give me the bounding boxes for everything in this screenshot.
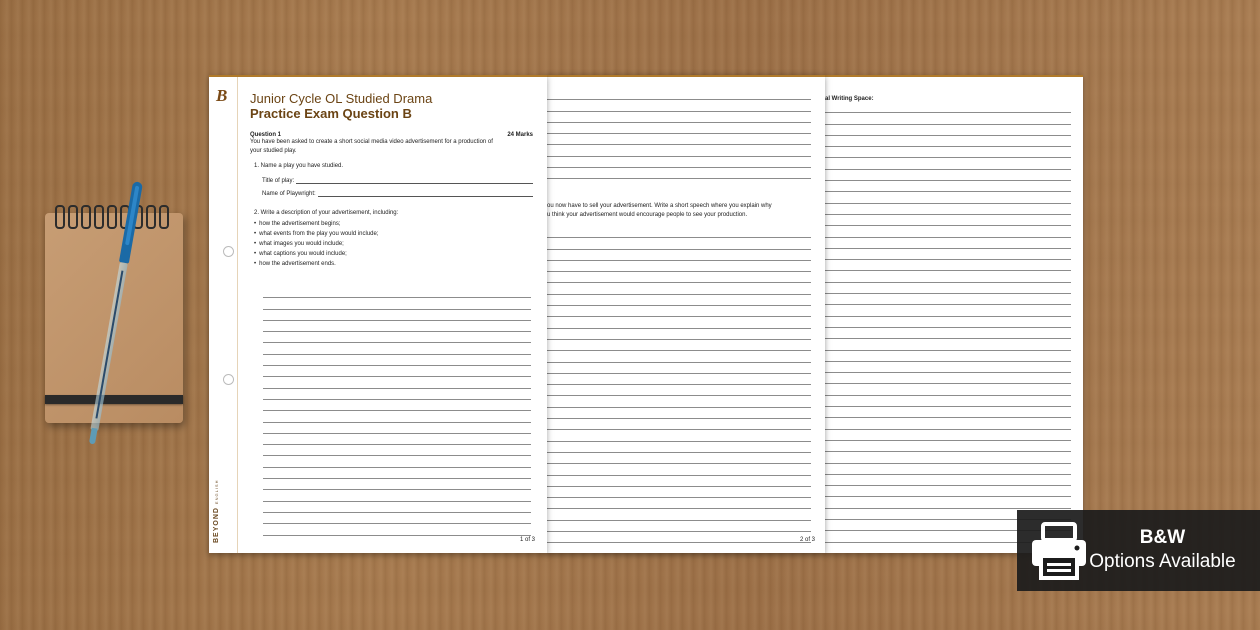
writing-line: [825, 373, 1071, 384]
page-content: [250, 77, 533, 269]
writing-line: [825, 158, 1071, 169]
page-number: 2 of 3: [799, 537, 815, 543]
worksheet-subtitle: Practice Exam Question B: [250, 106, 412, 121]
marks-label: 24 Marks: [507, 132, 533, 138]
question-intro: You have been asked to create a short social media video advertisement for a production of your studied play.: [250, 139, 493, 154]
writing-line: [825, 294, 1071, 305]
notepad-elastic-band: [45, 395, 183, 404]
writing-line: [547, 238, 811, 249]
question-item-2: 2. Write a description of your advertisement, including:: [254, 210, 399, 216]
writing-line: [825, 181, 1071, 192]
writing-line: [263, 411, 531, 422]
punch-hole: [223, 246, 234, 257]
question-label: Question 1: [250, 132, 282, 138]
writing-line: [825, 147, 1071, 158]
writing-line: [825, 486, 1071, 497]
writing-line: [263, 445, 531, 456]
question-item-1: 1. Name a play you have studied.: [254, 163, 344, 169]
title-of-play-field: Title of play:: [250, 177, 533, 184]
writing-line: [825, 226, 1071, 237]
page-side-strip: [209, 77, 238, 553]
writing-line: [263, 298, 531, 309]
writing-line: [547, 476, 811, 487]
writing-line: [825, 464, 1071, 475]
writing-line: [263, 343, 531, 354]
writing-line: [547, 283, 811, 294]
writing-line: [547, 498, 811, 509]
writing-line: [825, 362, 1071, 373]
writing-line: [547, 329, 811, 340]
writing-line: [825, 215, 1071, 226]
writing-line: [825, 452, 1071, 463]
writing-line: [825, 271, 1071, 282]
writing-line: [825, 125, 1071, 136]
notepad-spiral: [55, 205, 173, 227]
writing-line: [263, 310, 531, 321]
writing-line: [825, 475, 1071, 486]
writing-line: [825, 339, 1071, 350]
writing-line: [547, 340, 811, 351]
writing-line: [263, 423, 531, 434]
writing-line: [825, 384, 1071, 395]
worksheet-title: Junior Cycle OL Studied Drama: [250, 91, 433, 106]
beyond-logo-icon: B: [216, 86, 228, 105]
writing-line: [547, 464, 811, 475]
writing-line: [825, 260, 1071, 271]
writing-line: [825, 204, 1071, 215]
writing-line: [547, 157, 811, 168]
writing-line: [825, 328, 1071, 339]
badge-title: B&W: [1139, 527, 1186, 548]
ruled-lines-bottom: [547, 227, 811, 543]
worksheet-page-2: [547, 75, 825, 553]
writing-line: [547, 100, 811, 111]
writing-line: [547, 112, 811, 123]
writing-line: [825, 249, 1071, 260]
writing-line: [263, 332, 531, 343]
writing-line: [547, 363, 811, 374]
playwright-field: Name of Playwright:: [250, 190, 533, 197]
writing-line: [263, 321, 531, 332]
writing-line: [825, 441, 1071, 452]
writing-line: [547, 408, 811, 419]
writing-line: [825, 418, 1071, 429]
list-item: • how the advertisement begins;: [254, 219, 533, 229]
writing-line: [263, 355, 531, 366]
writing-line: [547, 351, 811, 362]
writing-line: [547, 123, 811, 134]
writing-line: [825, 283, 1071, 294]
writing-line: [547, 396, 811, 407]
writing-line: [547, 374, 811, 385]
writing-line: [825, 136, 1071, 147]
writing-line: [263, 366, 531, 377]
writing-line: [263, 400, 531, 411]
writing-line: [263, 434, 531, 445]
ruled-lines: [263, 287, 531, 536]
writing-line: [263, 524, 531, 535]
page-number: 1 of 3: [519, 537, 535, 543]
writing-line: [263, 490, 531, 501]
brand-mark: BEYOND ENGLISH: [213, 479, 220, 543]
punch-hole: [223, 374, 234, 385]
writing-line: [547, 295, 811, 306]
writing-line: [825, 497, 1071, 508]
writing-line: [547, 442, 811, 453]
writing-line: [825, 192, 1071, 203]
writing-line: [825, 238, 1071, 249]
writing-line: [547, 89, 811, 100]
writing-line: [547, 250, 811, 261]
writing-line: [825, 113, 1071, 124]
writing-line: [547, 145, 811, 156]
bw-options-badge: [1017, 510, 1260, 591]
writing-line: [825, 305, 1071, 316]
writing-line: [825, 317, 1071, 328]
writing-line: [547, 168, 811, 179]
writing-line: [547, 430, 811, 441]
writing-line: [825, 170, 1071, 181]
worksheet-page-1: [209, 75, 547, 553]
writing-line: [263, 377, 531, 388]
ruled-lines-top: [547, 89, 811, 179]
list-item: • what captions you would include;: [254, 249, 533, 259]
writing-space-heading: al Writing Space:: [825, 96, 874, 102]
worksheet-page-3: [825, 75, 1083, 553]
writing-line: [547, 419, 811, 430]
writing-line: [547, 487, 811, 498]
list-item: • how the advertisement ends.: [254, 259, 533, 269]
writing-line: [547, 532, 811, 543]
writing-line: [263, 502, 531, 513]
writing-line: [547, 453, 811, 464]
writing-line: [547, 509, 811, 520]
writing-line: [263, 513, 531, 524]
writing-line: [547, 272, 811, 283]
writing-line: [547, 134, 811, 145]
writing-line: [825, 430, 1071, 441]
writing-line: [547, 521, 811, 532]
writing-line: [263, 468, 531, 479]
writing-line: [263, 456, 531, 467]
badge-subtitle: Options Available: [1089, 551, 1236, 572]
writing-line: [547, 227, 811, 238]
writing-line: [547, 317, 811, 328]
writing-line: [825, 407, 1071, 418]
writing-line: [263, 479, 531, 490]
list-item: • what events from the play you would include;: [254, 229, 533, 239]
writing-line: [825, 102, 1071, 113]
list-item: • what images you would include;: [254, 239, 533, 249]
ruled-lines: [825, 102, 1071, 553]
writing-line: [263, 287, 531, 298]
writing-line: [547, 385, 811, 396]
writing-line: [263, 389, 531, 400]
bullet-list: [250, 219, 533, 269]
writing-line: [825, 351, 1071, 362]
writing-line: [547, 306, 811, 317]
writing-line: [547, 261, 811, 272]
writing-line: [825, 396, 1071, 407]
question-prompt: ou now have to sell your advertisement. Write a short speech where you explain why u think your advertisement would encourage people to see your production.: [547, 203, 772, 218]
